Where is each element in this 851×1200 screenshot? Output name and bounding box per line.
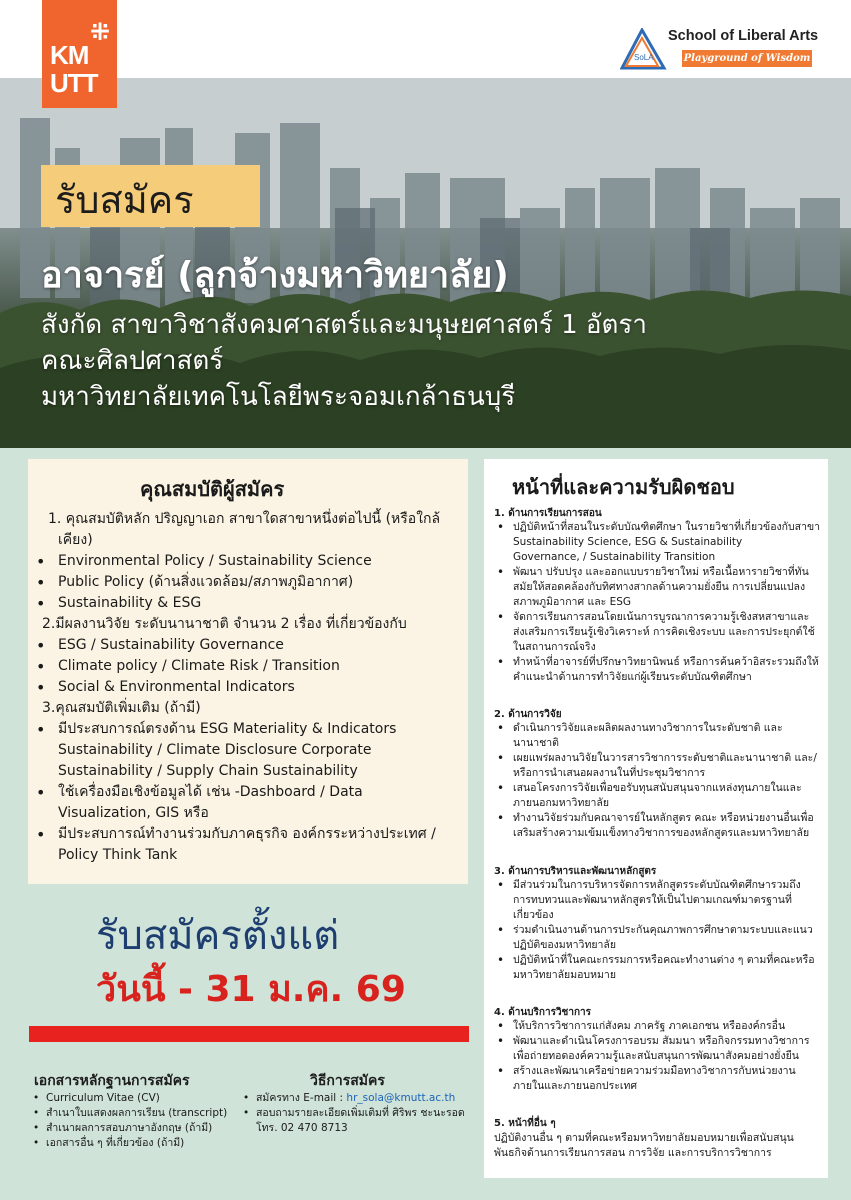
duty-line: ปฏิบัติงานอื่น ๆ ตามที่คณะหรือมหาวิทยาลัยมอบหมายเพื่อสนับสนุน [494, 1132, 794, 1144]
duty-line: • ร่วมดำเนินงานด้านการประกันคุณภาพการศึกษาตามระบบและแนว [513, 923, 813, 938]
duty-line: สมัยให้สอดคล้องกับทิศทางสากลด้านความยั่งยืน การเปลี่ยนแปลง [513, 581, 806, 593]
duty-line: นานาชาติ [513, 737, 559, 749]
qual-item: • Environmental Policy / Sustainability Science [58, 551, 372, 572]
duty-line: พันธกิจด้านการเรียนการสอน การวิจัย และการบริการวิชาการ [494, 1147, 772, 1159]
contact-phone: โทร. 02 470 8713 [256, 1122, 348, 1134]
kmutt-logo [42, 0, 117, 108]
apply-email-link[interactable]: hr_sola@kmutt.ac.th [346, 1092, 456, 1104]
department-line: สังกัด สาขาวิชาสังคมศาสตร์และมนุษยศาสตร์ 1 อัตรา [41, 310, 647, 340]
duty-line: ในสถานการณ์จริง [513, 641, 596, 653]
duty-line: • พัฒนาและดำเนินโครงการอบรม สัมมนา หรือกิจกรรมทางวิชาการ [513, 1034, 810, 1049]
qual-item: Sustainability / Supply Chain Sustainability [58, 763, 358, 779]
duty-line: • ดำเนินการวิจัยและผลิตผลงานทางวิชาการในระดับชาติ และ [513, 721, 783, 736]
qual-item: • ใช้เครื่องมือเชิงข้อมูลได้ เช่น -Dashboard / Data [58, 782, 363, 803]
qual-item: • Climate policy / Climate Risk / Transition [58, 656, 340, 677]
document-item: • เอกสารอื่น ๆ ที่เกี่ยวข้อง (ถ้ามี) [46, 1136, 184, 1150]
duty-line: ส่งเสริมการเรียนรู้เชิงวิเคราะห์ การคิดเชิงระบบ และการประยุกต์ใช้ [513, 626, 815, 638]
duty-line: เกี่ยวข้อง [513, 909, 554, 921]
duty-line: เสริมสร้างความเข้มแข็งทางวิชาการของหลักสูตรและมหาวิทยาลัย [513, 827, 810, 839]
contact-line: • สอบถามรายละเอียดเพิ่มเติมที่ ศิริพร ชะนะรอด [256, 1106, 465, 1120]
duty-line: สภาพภูมิอากาศ และ ESG [513, 596, 632, 608]
kmutt-logo-top: KM [50, 40, 89, 70]
apply-deadline: วันนี้ - 31 ม.ค. 69 [96, 969, 406, 1010]
qual-item: • ESG / Sustainability Governance [58, 635, 284, 656]
duty-line: • ทำหน้าที่อาจารย์ที่ปรึกษาวิทยานิพนธ์ หรือการค้นคว้าอิสระรวมถึงให้ [513, 655, 819, 670]
apply-period-label: รับสมัครตั้งแต่ [96, 913, 340, 959]
duty-line: Governance, / Sustainability Transition [513, 551, 716, 563]
documents-title: เอกสารหลักฐานการสมัคร [34, 1073, 190, 1089]
recruiting-badge-text: รับสมัคร [55, 178, 194, 222]
recruiting-badge [41, 165, 260, 227]
duty-line: ปฏิบัติของมหาวิทยาลัย [513, 939, 617, 951]
document-item: • สำเนาผลการสอบภาษาอังกฤษ (ถ้ามี) [46, 1121, 212, 1135]
duty-line: ภายนอกมหาวิทยาลัย [513, 797, 610, 809]
qual-item: • Social & Environmental Indicators [58, 677, 295, 698]
duty-line: • พัฒนา ปรับปรุง และออกแบบรายวิชาใหม่ หรือเนื้อหารายวิชาที่ทัน [513, 565, 809, 580]
duty-line: • ให้บริการวิชาการแก่สังคม ภาครัฐ ภาคเอกชน หรือองค์กรอื่น [513, 1019, 785, 1034]
duty-line: คำแนะนำด้านการทำวิจัยแก่ผู้เรียนระดับบัณฑิตศึกษา [513, 671, 752, 683]
duty-line: • เสนอโครงการวิจัยเพื่อขอรับทุนสนับสนุนจากแหล่งทุนภายในและ [513, 781, 802, 796]
qual-item: • Public Policy (ด้านสิ่งแวดล้อม/สภาพภูมิอากาศ) [58, 572, 353, 593]
sola-triangle-icon [620, 28, 668, 70]
duty-section-heading: 3. ด้านการบริหารและพัฒนาหลักสูตร [494, 866, 657, 877]
document-item: • สำเนาใบแสดงผลการเรียน (transcript) [46, 1106, 227, 1120]
qual-item: Sustainability / Climate Disclosure Corporate [58, 742, 372, 758]
qual-item: • มีประสบการณ์ตรงด้าน ESG Materiality & Indicators [58, 719, 396, 740]
duties-title: หน้าที่และความรับผิดชอบ [512, 475, 735, 499]
duty-line: • มีส่วนร่วมในการบริหารจัดการหลักสูตรระดับบัณฑิตศึกษารวมถึง [513, 878, 801, 893]
duty-section-heading: 2. ด้านการวิจัย [494, 709, 562, 720]
duty-line: • ทำงานวิจัยร่วมกับคณาจารย์ในหลักสูตร คณะ หรือหน่วยงานอื่นเพื่อ [513, 811, 814, 826]
school-tagline: Playground of Wisdom [682, 50, 812, 67]
how-to-apply-title: วิธีการสมัคร [310, 1073, 385, 1089]
qualifications-title: คุณสมบัติผู้สมัคร [140, 477, 285, 501]
qual-item: 1. คุณสมบัติหลัก ปริญญาเอก สาขาใดสาขาหนึ่งต่อไปนี้ (หรือใกล้ [48, 511, 441, 527]
duty-line: • เผยแพร่ผลงานวิจัยในวารสารวิชาการระดับชาติและนานาชาติ และ/ [513, 751, 817, 766]
duty-line: หรือการนำเสนอผลงานในที่ประชุมวิชาการ [513, 767, 706, 779]
qual-item: 3.คุณสมบัติเพิ่มเติม (ถ้ามี) [42, 700, 201, 716]
sola-mark: SoLA [634, 53, 654, 62]
duty-line: • ปฏิบัติหน้าที่สอนในระดับบัณฑิตศึกษา ในรายวิชาที่เกี่ยวข้องกับสาขา [513, 520, 820, 535]
duty-line: • สร้างและพัฒนาเครือข่ายความร่วมมือทางวิชาการกับหน่วยงาน [513, 1064, 796, 1079]
duty-line: • ปฏิบัติหน้าที่ในคณะกรรมการหรือคณะทำงานต่าง ๆ ตามที่คณะหรือ [513, 953, 815, 968]
duty-line: มหาวิทยาลัยมอบหมาย [513, 969, 616, 981]
qual-item: • Sustainability & ESG [58, 593, 201, 614]
duty-line: • จัดการเรียนการสอนโดยเน้นการบูรณาการความรู้เชิงสหสาขาและ [513, 610, 809, 625]
kmutt-logo-bottom: UTT [50, 68, 98, 98]
duty-section-heading: 5. หน้าที่อื่น ๆ [494, 1118, 556, 1129]
duty-line: การทบทวนและพัฒนาหลักสูตรให้เป็นไปตามเกณฑ์มาตรฐานที่ [513, 894, 792, 906]
qualifications-panel [28, 459, 468, 884]
sola-logo [620, 22, 835, 72]
faculty-line: คณะศิลปศาสตร์ [41, 346, 224, 376]
duties-panel [484, 459, 828, 1178]
plus-mark-icon: ⁜ [90, 18, 111, 46]
university-line: มหาวิทยาลัยเทคโนโลยีพระจอมเกล้าธนบุรี [41, 382, 516, 412]
qual-item: Policy Think Tank [58, 847, 178, 863]
duty-section-heading: 4. ด้านบริการวิชาการ [494, 1007, 592, 1018]
duty-section-heading: 1. ด้านการเรียนการสอน [494, 508, 602, 519]
document-item: • Curriculum Vitae (CV) [46, 1091, 160, 1105]
divider-bar [29, 1026, 469, 1042]
duty-line: ภายในและภายนอกประเทศ [513, 1080, 638, 1092]
duty-line: Sustainability Science, ESG & Sustainability [513, 536, 743, 548]
duty-line: เพื่อถ่ายทอดองค์ความรู้และสนับสนุนการพัฒนาสังคมอย่างยั่งยืน [513, 1050, 799, 1062]
qual-item: 2.มีผลงานวิจัย ระดับนานาชาติ จำนวน 2 เรื่อง ที่เกี่ยวข้องกับ [42, 616, 407, 632]
email-label: สมัครทาง E-mail : [256, 1092, 347, 1104]
apply-email-line [256, 1091, 455, 1105]
school-name: School of Liberal Arts [668, 28, 819, 44]
qual-item: เคียง) [58, 532, 93, 548]
qual-item: • มีประสบการณ์ทำงานร่วมกับภาคธุรกิจ องค์กรระหว่างประเทศ / [58, 824, 436, 845]
qual-item: Visualization, GIS หรือ [58, 805, 209, 821]
position-title: อาจารย์ (ลูกจ้างมหาวิทยาลัย) [41, 255, 509, 296]
